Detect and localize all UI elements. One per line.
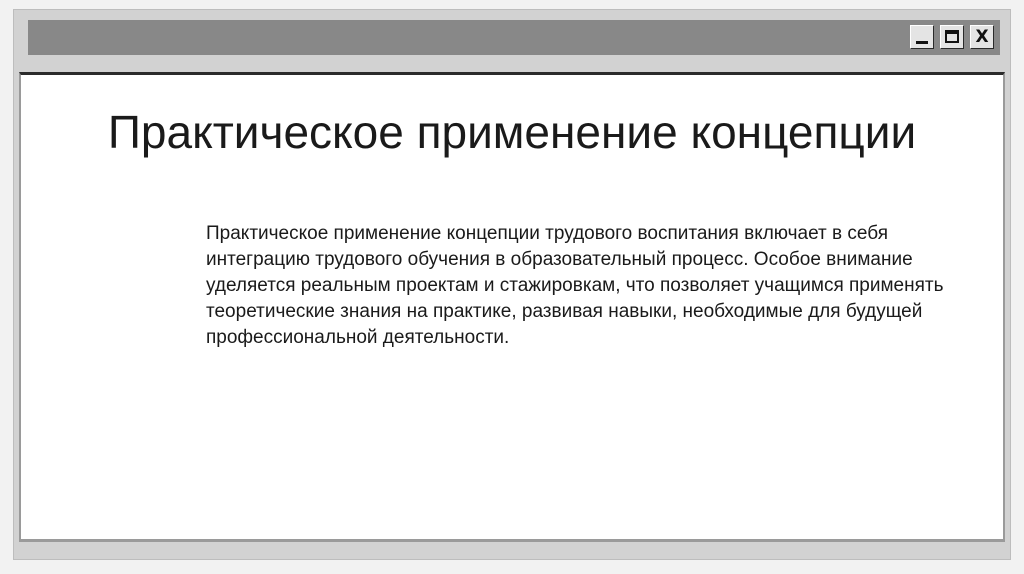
content-area: [19, 72, 1005, 542]
app-window: [13, 9, 1011, 560]
minimize-button[interactable]: [910, 25, 934, 49]
maximize-button[interactable]: [940, 25, 964, 49]
title-bar[interactable]: [28, 20, 1000, 55]
close-icon: X: [975, 27, 989, 47]
window-controls: [910, 25, 994, 49]
minimize-icon: [916, 41, 928, 44]
maximize-icon: [945, 30, 959, 43]
body-text: Практическое применение концепции трудового воспитания включает в себя интеграцию трудового обучения в образовательный процесс. Особое внимание уделяется реальным проектам и стажировкам, что позволяет учащимся применять теоретические знания на практике, развивая навыки, необходимые для будущей профессиональной деятельности.: [206, 223, 944, 348]
page-title: Практическое применение концепции: [107, 106, 917, 158]
close-button[interactable]: [970, 25, 994, 49]
